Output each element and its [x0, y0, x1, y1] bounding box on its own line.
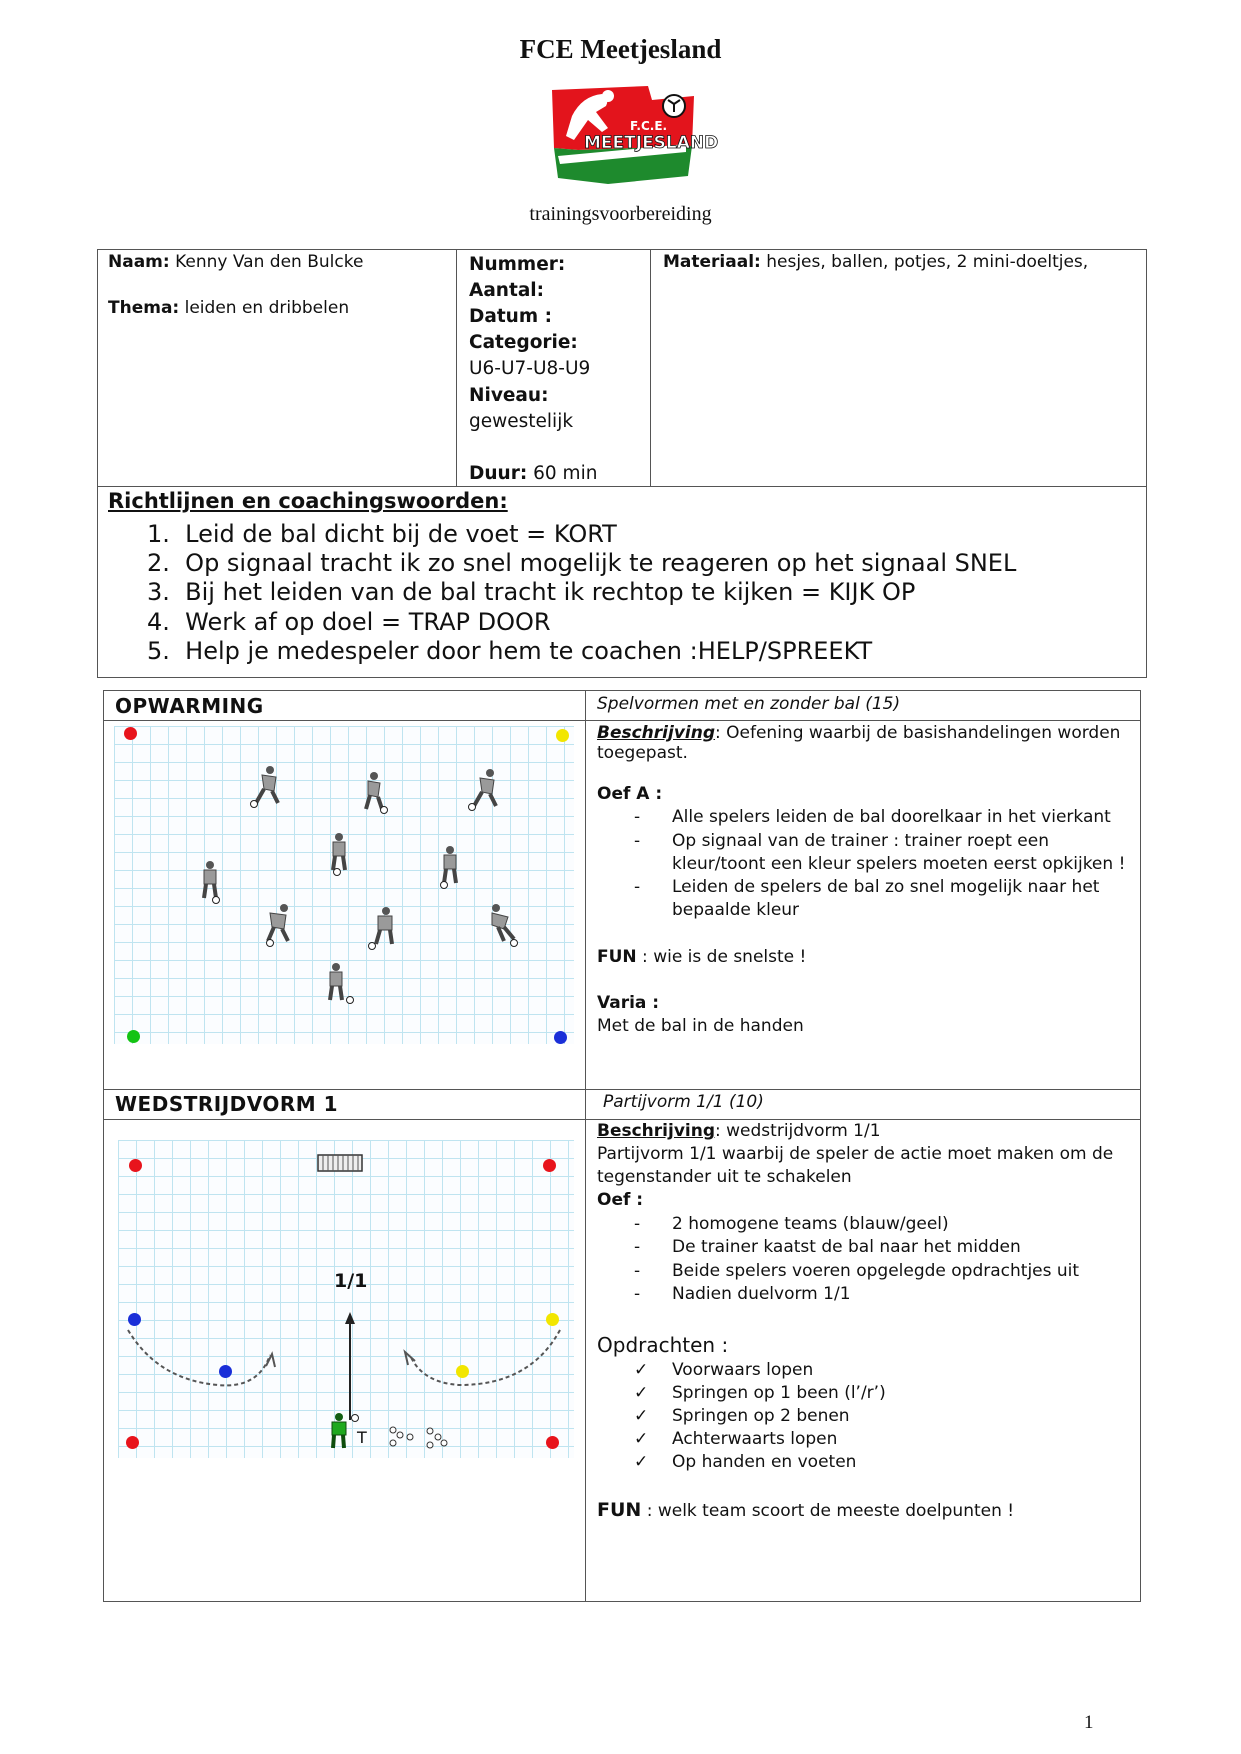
categorie-value: U6-U7-U8-U9 — [469, 358, 591, 379]
player-icon — [354, 771, 398, 815]
aantal-label: Aantal: — [469, 280, 545, 301]
document-subtitle: trainingsvoorbereiding — [529, 203, 712, 225]
warmup-bullet-cont: kleur/toont een kleur spelers moeten eerst opkijken ! — [672, 854, 1126, 874]
niveau-label: Niveau: — [469, 385, 549, 406]
cone-green — [127, 1030, 140, 1043]
club-logo — [548, 86, 719, 186]
cone-blue — [554, 1031, 567, 1044]
datum-label: Datum : — [469, 306, 552, 327]
player-icon — [464, 768, 508, 812]
materiaal-field: Materiaal: hesjes, ballen, potjes, 2 mini-doeltjes, — [663, 252, 1089, 272]
thema-field: Thema: leiden en dribbelen — [108, 298, 350, 318]
match-bullet: Beide spelers voeren opgelegde opdrachtjes uit — [672, 1261, 1080, 1281]
trainer-icon — [326, 1413, 352, 1449]
match-description-line: Partijvorm 1/1 waarbij de speler de actie moet maken om de — [597, 1144, 1114, 1164]
guideline-item: 1. Leid de bal dicht bij de voet = KORT — [147, 520, 617, 548]
player-icon — [432, 845, 476, 889]
opdracht-item: Springen op 2 benen — [672, 1406, 850, 1426]
check-icon: ✓ — [634, 1383, 649, 1403]
bullet-mark: - — [634, 877, 641, 897]
ball-pile-icon — [388, 1425, 452, 1451]
opdracht-item: Op handen en voeten — [672, 1452, 857, 1472]
warmup-type: Spelvormen met en zonder bal (15) — [597, 694, 901, 714]
categorie-label: Categorie: — [469, 332, 578, 353]
guideline-item: 2. Op signaal tracht ik zo snel mogelijk te reageren op het signaal SNEL — [147, 549, 1017, 577]
match-bullet: 2 homogene teams (blauw/geel) — [672, 1214, 949, 1234]
warmup-heading: OPWARMING — [115, 694, 264, 718]
match-bullet: De trainer kaatst de bal naar het midden — [672, 1237, 1021, 1257]
check-icon: ✓ — [634, 1429, 649, 1449]
match-description-line: tegenstander uit te schakelen — [597, 1167, 852, 1187]
movement-paths — [118, 1140, 574, 1458]
document-title: FCE Meetjesland — [519, 34, 722, 64]
page-number: 1 — [1084, 1712, 1094, 1733]
warmup-bullet: Leiden de spelers de bal zo snel mogelijk naar het — [672, 877, 1100, 897]
check-icon: ✓ — [634, 1406, 649, 1426]
guideline-item: 4. Werk af op doel = TRAP DOOR — [147, 608, 551, 636]
check-icon: ✓ — [634, 1360, 649, 1380]
player-icon — [364, 906, 408, 950]
naam-field: Naam: Kenny Van den Bulcke — [108, 252, 364, 272]
niveau-value: gewestelijk — [469, 411, 574, 432]
guideline-item: 5. Help je medespeler door hem te coachen :HELP/SPREEKT — [147, 637, 873, 665]
player-icon — [484, 903, 528, 947]
guidelines-heading: Richtlijnen en coachingswoorden: — [108, 489, 508, 513]
bullet-mark: - — [634, 1261, 641, 1281]
player-icon — [256, 903, 300, 947]
warmup-beschrijving: Beschrijving: Oefening waarbij de basishandelingen worden — [597, 723, 1121, 743]
opdracht-item: Voorwaars lopen — [672, 1360, 814, 1380]
player-icon — [321, 832, 365, 876]
match-fun: FUN : welk team scoort de meeste doelpunten ! — [597, 1499, 1015, 1521]
match-oef-label: Oef : — [597, 1190, 644, 1210]
bullet-mark: - — [634, 1214, 641, 1234]
cone-yellow — [556, 729, 569, 742]
player-icon — [192, 860, 236, 904]
match-type: Partijvorm 1/1 (10) — [603, 1092, 764, 1112]
opdracht-item: Springen op 1 been (l’/r’) — [672, 1383, 886, 1403]
bullet-mark: - — [634, 831, 641, 851]
warmup-bullet: Alle spelers leiden de bal doorelkaar in het vierkant — [672, 807, 1111, 827]
logo-text-fce: F.C.E. — [630, 119, 668, 133]
nummer-label: Nummer: — [469, 254, 566, 275]
warmup-beschrijving-cont: toegepast. — [597, 743, 688, 763]
warmup-oef-label: Oef A : — [597, 784, 663, 804]
trainer-label: T — [357, 1428, 367, 1447]
warmup-bullet-cont: bepaalde kleur — [672, 900, 800, 920]
cone-red — [124, 727, 137, 740]
guideline-item: 3. Bij het leiden van de bal tracht ik rechtop te kijken = KIJK OP — [147, 578, 916, 606]
opdracht-item: Achterwaarts lopen — [672, 1429, 838, 1449]
check-icon: ✓ — [634, 1452, 649, 1472]
match-heading: WEDSTRIJDVORM 1 — [115, 1092, 339, 1116]
warmup-varia-label: Varia : — [597, 993, 660, 1013]
logo-text-meetjesland: MEETJESLAND — [584, 133, 719, 153]
warmup-fun: FUN : wie is de snelste ! — [597, 947, 807, 967]
match-bullet: Nadien duelvorm 1/1 — [672, 1284, 851, 1304]
warmup-bullet: Op signaal van de trainer : trainer roept een — [672, 831, 1049, 851]
duel-label: 1/1 — [334, 1270, 368, 1292]
bullet-mark: - — [634, 1284, 641, 1304]
player-icon — [318, 962, 362, 1006]
player-icon — [246, 765, 290, 809]
bullet-mark: - — [634, 807, 641, 827]
match-beschrijving: Beschrijving: wedstrijdvorm 1/1 — [597, 1121, 881, 1141]
opdrachten-label: Opdrachten : — [597, 1333, 729, 1357]
warmup-varia-text: Met de bal in de handen — [597, 1016, 804, 1036]
bullet-mark: - — [634, 1237, 641, 1257]
duur-field: Duur: 60 min — [469, 463, 598, 484]
